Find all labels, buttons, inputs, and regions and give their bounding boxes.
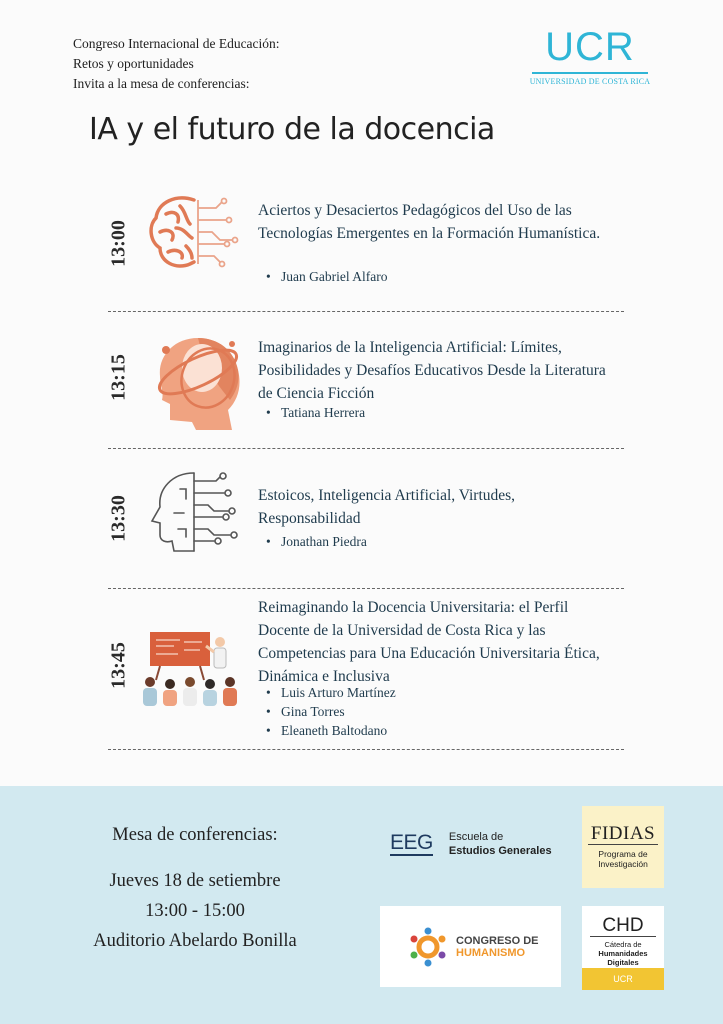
speaker-name: • Eleaneth Baltodano <box>258 721 396 740</box>
session-time: 13:15 <box>107 354 130 401</box>
head-orbit-icon <box>152 330 244 430</box>
chd-line-1: Cátedra de <box>604 940 642 949</box>
event-location: Auditorio Abelardo Bonilla <box>93 931 297 951</box>
session-time: 13:45 <box>107 642 130 689</box>
speaker-name: • Gina Torres <box>258 702 396 721</box>
intro-line-1: Congreso Internacional de Educación: <box>73 36 280 51</box>
page-title: IA y el futuro de la docencia <box>89 112 495 147</box>
chd-mark: CHD <box>590 906 656 937</box>
congreso-line-2: HUMANISMO <box>456 946 526 959</box>
speaker-name: • Juan Gabriel Alfaro <box>258 267 387 286</box>
session-time: 13:00 <box>107 220 130 267</box>
session-title: Aciertos y Desaciertos Pedagógicos del Uso de las Tecnologías Emergentes en la Formación Humanística. <box>258 202 601 242</box>
session-2 <box>108 328 626 443</box>
session-3 <box>108 465 626 580</box>
chd-ucr-bar: UCR <box>582 968 664 990</box>
congreso-line-1: CONGRESO DE <box>456 934 539 947</box>
divider <box>108 588 624 589</box>
intro-line-3: Invita a la mesa de conferencias: <box>73 76 250 91</box>
head-circuit-outline-icon <box>150 469 242 555</box>
session-title: Reimaginando la Docencia Universitaria: el Perfil Docente de la Universidad de Costa Rica y las Competencias para Una Educación Universitaria Ética, Dinámica e Inclusiva <box>258 599 600 685</box>
ucr-logo-rule <box>532 72 648 74</box>
event-hours: 13:00 - 15:00 <box>145 901 245 921</box>
speaker-list <box>258 532 367 551</box>
brain-circuit-icon <box>146 192 246 274</box>
event-intro <box>73 34 280 94</box>
divider <box>108 448 624 449</box>
gear-people-icon <box>408 927 448 967</box>
eeg-name <box>449 830 552 858</box>
eeg-line-1: Escuela de <box>448 831 504 843</box>
session-time: 13:30 <box>107 495 130 542</box>
session-title: Imaginarios de la Inteligencia Artificial: Límites, Posibilidades y Desafíos Educativos Desde la Literatura de Ciencia Ficción <box>258 339 606 402</box>
spacer <box>40 850 350 866</box>
intro-line-2: Retos y oportunidades <box>73 56 194 71</box>
eeg-logo <box>390 830 552 858</box>
eeg-mark: EEG <box>390 830 433 854</box>
fidias-mark: FIDIAS <box>588 824 658 845</box>
event-date: Jueves 18 de setiembre <box>109 871 281 891</box>
session-1 <box>108 190 626 305</box>
classroom-teacher-icon <box>140 628 250 708</box>
speaker-name: • Luis Arturo Martínez <box>258 683 396 702</box>
speaker-list <box>258 683 396 740</box>
chd-logo <box>582 906 664 990</box>
speaker-list <box>258 403 365 422</box>
session-title: Estoicos, Inteligencia Artificial, Virtudes, Responsabilidad <box>258 487 516 527</box>
speaker-name: • Jonathan Piedra <box>258 532 367 551</box>
divider <box>108 311 624 312</box>
footer-heading: Mesa de conferencias: <box>112 825 278 845</box>
session-4 <box>108 596 626 746</box>
chd-line-2: Humanidades Digitales <box>598 949 648 967</box>
event-footer <box>0 786 723 1024</box>
fidias-line-2: Investigación <box>598 859 648 869</box>
speaker-name: • Tatiana Herrera <box>258 403 365 422</box>
divider <box>108 749 624 750</box>
fidias-line-1: Programa de <box>598 849 648 859</box>
congreso-name <box>456 935 539 959</box>
ucr-logo <box>528 26 652 86</box>
ucr-logo-word: UCR <box>545 25 635 69</box>
ucr-logo-subtitle: UNIVERSIDAD DE COSTA RICA <box>529 77 651 86</box>
fidias-logo <box>582 806 664 888</box>
event-details <box>40 820 350 956</box>
eeg-line-2: Estudios Generales <box>448 845 552 857</box>
congreso-humanismo-logo <box>380 906 561 987</box>
speaker-list <box>258 267 387 286</box>
